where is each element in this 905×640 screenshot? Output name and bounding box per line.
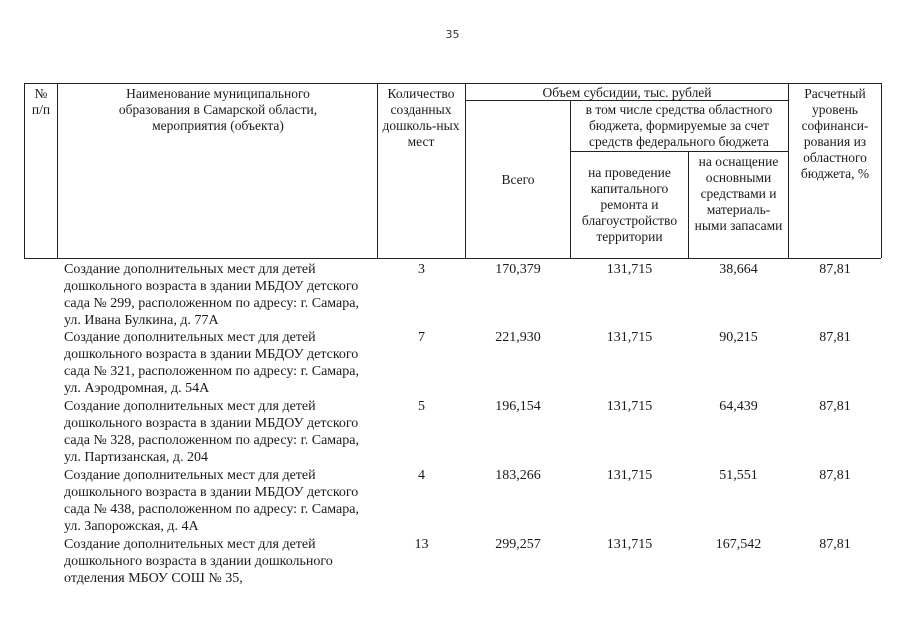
header-equipment: на оснащение основными средствами и материаль-ными запасами [694, 154, 783, 233]
row-4-level: 87,81 [819, 468, 851, 483]
divider-num-name [57, 83, 58, 258]
header-name: Наименование муниципального образования в Самарской области, мероприятия (объекта) [118, 86, 318, 133]
row-5-equipment: 167,542 [715, 537, 762, 552]
page-number: 35 [445, 28, 460, 41]
border-right [881, 83, 882, 258]
row-3-equipment: 64,439 [719, 399, 758, 414]
row-1-places: 3 [418, 262, 425, 277]
header-num: № п/п [31, 86, 51, 117]
row-4-name: Создание дополнительных мест для детей дошкольного возраста в здании МБДОУ детского сада № 438, расположенном по адресу: г. Самара, ул. Запорожская, д. 4А [64, 468, 359, 534]
row-1-total: 170,379 [495, 262, 541, 277]
row-2-equipment: 90,215 [719, 330, 758, 345]
row-5-name: Создание дополнительных мест для детей дошкольного возраста в здании дошкольного отделения МБОУ СОШ № 35, [64, 537, 333, 586]
divider-repair-equipment [688, 151, 689, 258]
row-5-level: 87,81 [819, 537, 851, 552]
header-top-border [24, 83, 881, 84]
row-2-places: 7 [418, 330, 425, 345]
border-left [24, 83, 25, 258]
row-3-level: 87,81 [819, 399, 851, 414]
row-5-repair: 131,715 [606, 537, 653, 552]
row-1-name: Создание дополнительных мест для детей дошкольного возраста в здании МБДОУ детского сада № 299, расположенном по адресу: г. Самара, ул. Ивана Булкина, д. 77А [64, 262, 359, 328]
row-2-total: 221,930 [495, 330, 541, 345]
row-3-name: Создание дополнительных мест для детей дошкольного возраста в здании МБДОУ детского сада № 328, расположенном по адресу: г. Самара, ул. Партизанская, д. 204 [64, 399, 359, 465]
header-bottom-border [24, 258, 881, 259]
divider-places-subsidy [465, 83, 466, 258]
row-4-total: 183,266 [495, 468, 541, 483]
row-4-equipment: 51,551 [719, 468, 758, 483]
row-2-name: Создание дополнительных мест для детей дошкольного возраста в здании МБДОУ детского сада № 321, расположенном по адресу: г. Самара, ул. Аэродромная, д. 54А [64, 330, 359, 396]
header-repair: на проведение капитального ремонта и благоустройство территории [581, 165, 678, 244]
divider-subsidy-level [788, 83, 789, 258]
row-3-repair: 131,715 [606, 399, 653, 414]
row-1-level: 87,81 [819, 262, 851, 277]
row-1-equipment: 38,664 [719, 262, 758, 277]
row-5-places: 13 [414, 537, 429, 552]
regional-header-divider [570, 151, 788, 152]
header-subsidy: Объем субсидии, тыс. рублей [542, 85, 712, 100]
divider-name-places [377, 83, 378, 258]
row-3-places: 5 [418, 399, 425, 414]
row-5-total: 299,257 [495, 537, 541, 552]
row-4-places: 4 [418, 468, 425, 483]
divider-total-regional [570, 100, 571, 258]
row-2-level: 87,81 [819, 330, 851, 345]
header-regional: в том числе средства областного бюджета, формируемые за счет средств федерального бюджета [585, 102, 773, 149]
header-level: Расчетный уровень софинанси-рования из областного бюджета, % [800, 86, 870, 181]
row-1-repair: 131,715 [606, 262, 653, 277]
row-4-repair: 131,715 [606, 468, 653, 483]
header-total: Всего [501, 172, 535, 187]
row-2-repair: 131,715 [606, 330, 653, 345]
row-3-total: 196,154 [495, 399, 541, 414]
header-places: Количество созданных дошколь-ных мест [382, 86, 460, 149]
